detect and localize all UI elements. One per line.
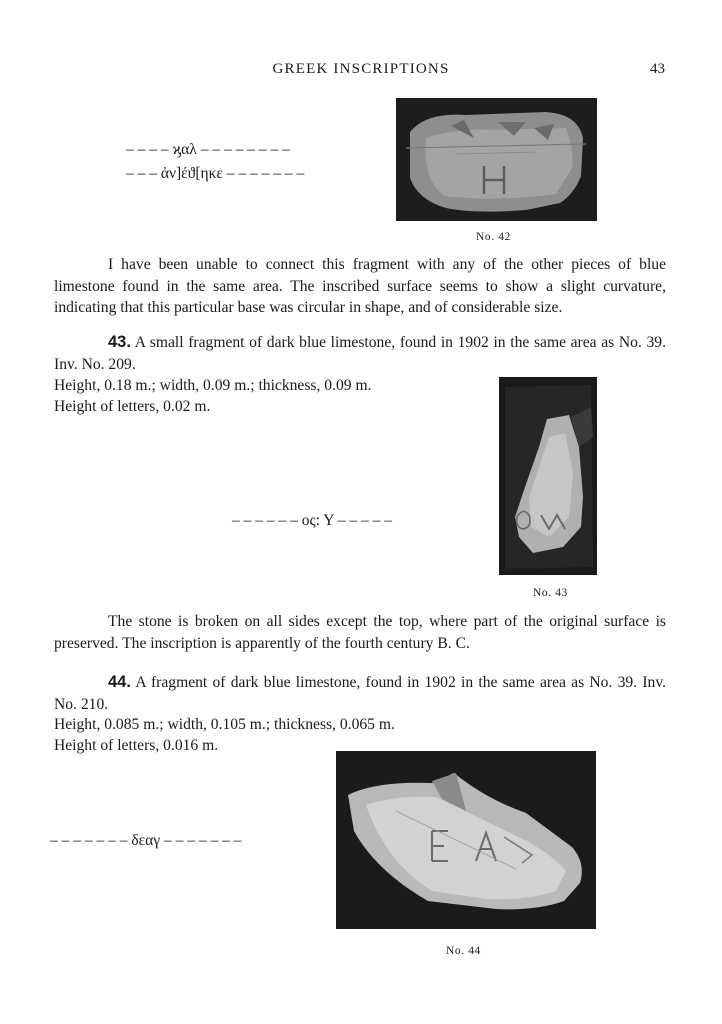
photo-no44: [336, 751, 596, 929]
inscription-42-line2: – – – ἀν]έϑ[ηκε – – – – – – –: [126, 165, 305, 182]
running-head: GREEK INSCRIPTIONS: [272, 61, 450, 77]
entry-43-intro: [54, 332, 666, 375]
inscription-42-line1: – – – – ϗαλ – – – – – – – –: [126, 141, 290, 158]
entry-43-text: A small fragment of dark blue limestone, found in 1902 in the same area as No. 39. Inv. No. 209.: [54, 334, 666, 373]
entry-44-letter-height: Height of letters, 0.016 m.: [54, 737, 219, 754]
caption-no42: No. 42: [476, 231, 511, 243]
entry-44-dimensions: Height, 0.085 m.; width, 0.105 m.; thickness, 0.065 m.: [54, 716, 395, 733]
inscription-43: – – – – – – ος: Υ – – – – –: [232, 512, 392, 529]
caption-no44: No. 44: [446, 945, 481, 957]
photo-no43: [499, 377, 597, 575]
entry-44-number: 44.: [108, 673, 131, 691]
entry-44-text: A fragment of dark blue limestone, found in 1902 in the same area as No. 39. Inv. No. 210.: [54, 674, 666, 713]
caption-no43: No. 43: [533, 587, 568, 599]
paragraph-no43: The stone is broken on all sides except the top, where part of the original surface is preserved. The inscription is apparently of the fourth century B. C.: [54, 613, 666, 652]
paragraph-no42: I have been unable to connect this fragment with any of the other pieces of blue limestone found in the same area. The inscribed surface seems to show a slight curvature, indicating that this particular base was circular in shape, and of considerable size.: [54, 256, 666, 316]
photo-no42: [396, 98, 597, 221]
entry-44-intro: [54, 672, 666, 715]
entry-43-dimensions: Height, 0.18 m.; width, 0.09 m.; thickness, 0.09 m.: [54, 377, 372, 394]
page-number: 43: [650, 61, 665, 77]
entry-43-number: 43.: [108, 333, 131, 351]
entry-43-letter-height: Height of letters, 0.02 m.: [54, 398, 211, 415]
inscription-44: – – – – – – – δεαγ – – – – – – –: [50, 832, 242, 849]
